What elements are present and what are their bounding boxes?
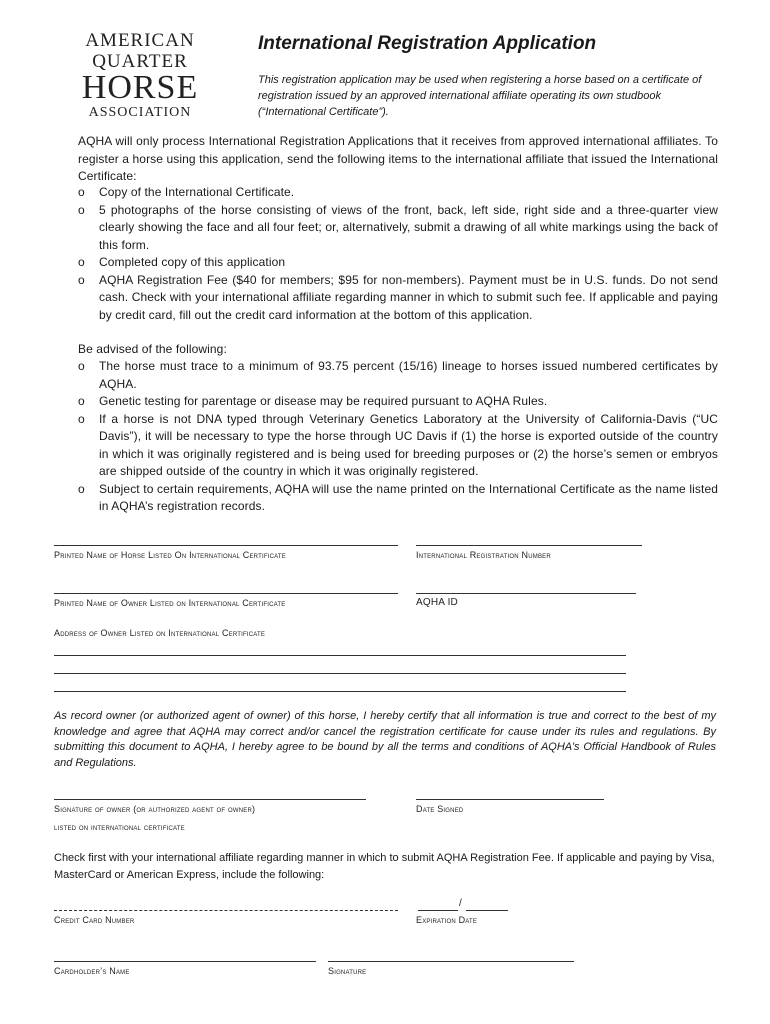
- list-item: o AQHA Registration Fee ($40 for members; $95 for non-members). Payment must be in U.S. funds. Do not send cash. Check with your international affiliate regarding manner in which to submit such fee. If applicable and paying by credit card, fill out the credit card information at the bottom of this application.: [78, 272, 718, 325]
- cardholder-name-field[interactable]: [54, 961, 316, 962]
- aqha-id-label: AQHA ID: [416, 597, 458, 608]
- form-subtitle: This registration application may be used when registering a horse based on a certificate of registration issued by an approved international affiliate operating its own studbook (“International Certificate”).: [258, 74, 702, 118]
- horse-name-label: Printed Name of Horse Listed On International Certificate: [54, 550, 286, 560]
- owner-name-label: Printed Name of Owner Listed on International Certificate: [54, 598, 286, 608]
- registration-number-field[interactable]: [416, 545, 642, 546]
- list-item: o Copy of the International Certificate.: [78, 184, 718, 202]
- cardholder-signature-field[interactable]: [328, 961, 574, 962]
- form-title: International Registration Application: [258, 33, 597, 54]
- list-item: o Subject to certain requirements, AQHA will use the name printed on the International Certificate as the name listed in AQHA’s registration records.: [78, 481, 718, 516]
- fee-note: Check first with your international affiliate regarding manner in which to submit AQHA Registration Fee. If applicable and paying by Visa, MasterCard or American Express, include the following:: [54, 852, 715, 881]
- expiration-date-label: Expiration Date: [416, 915, 478, 925]
- owner-address-field-2[interactable]: [54, 673, 626, 674]
- owner-name-field[interactable]: [54, 593, 398, 594]
- list-item: o The horse must trace to a minimum of 93.75 percent (15/16) lineage to horses issued numbered certificates by AQHA.: [78, 358, 718, 393]
- logo-line-4: ASSOCIATION: [88, 105, 192, 120]
- aqha-id-field[interactable]: [416, 593, 636, 594]
- owner-address-label: Address of Owner Listed on International Certificate: [54, 628, 266, 638]
- credit-card-number-field[interactable]: [54, 910, 398, 911]
- date-signed-label: Date Signed: [416, 804, 464, 814]
- cardholder-signature-label: Signature: [328, 966, 367, 976]
- owner-signature-label-2: listed on international certificate: [54, 822, 185, 832]
- owner-signature-label: Signature of owner (or authorized agent of owner): [54, 804, 256, 814]
- logo-line-1: AMERICAN: [85, 30, 195, 51]
- list-item: o If a horse is not DNA typed through Veterinary Genetics Laboratory at the University of California-Davis (“UC Davis”), it will be necessary to type the horse through UC Davis if (1) the horse is exported outside of the country in which it was originally registered and is being used for breeding purposes or (2) the horse’s semen or embryos are shipped outside of the country in which it was originally registered.: [78, 411, 718, 481]
- aqha-logo: [80, 30, 200, 122]
- horse-name-field[interactable]: [54, 545, 398, 546]
- expiration-year-field[interactable]: [466, 910, 508, 911]
- advised-heading: Be advised of the following:: [78, 342, 227, 356]
- date-signed-field[interactable]: [416, 799, 604, 800]
- owner-signature-field[interactable]: [54, 799, 366, 800]
- list-item: o 5 photographs of the horse consisting of views of the front, back, left side, right side and a three-quarter view clearly showing the face and all four feet; or, alternatively, submit a drawing of all white markings using the back of this form.: [78, 202, 718, 255]
- expiration-month-field[interactable]: [418, 910, 458, 911]
- required-items-list: [78, 184, 718, 324]
- owner-address-field-3[interactable]: [54, 691, 626, 692]
- list-item: o Completed copy of this application: [78, 254, 718, 272]
- logo-line-2: QUARTER: [92, 51, 188, 72]
- intro-paragraph: AQHA will only process International Registration Applications that it receives from approved international affiliates. To register a horse using this application, send the following items to the international affiliate that issued the International Certificate:: [78, 134, 718, 183]
- registration-number-label: International Registration Number: [416, 550, 551, 560]
- certification-statement: As record owner (or authorized agent of owner) of this horse, I hereby certify that all information is true and correct to the best of my knowledge and agree that AQHA may correct and/or cancel the registration certificate for cause under its rules and regulations. By submitting this document to AQHA, I hereby agree to be bound by all the terms and conditions of AQHA’s Official Handbook of Rules and Regulations.: [54, 710, 716, 769]
- list-item: o Genetic testing for parentage or disease may be required pursuant to AQHA Rules.: [78, 393, 718, 411]
- credit-card-number-label: Credit Card Number: [54, 915, 135, 925]
- advised-list: [78, 358, 718, 516]
- logo-line-3: HORSE: [81, 69, 199, 106]
- owner-address-field-1[interactable]: [54, 655, 626, 656]
- expiration-separator: /: [459, 898, 462, 909]
- cardholder-name-label: Cardholder’s Name: [54, 966, 130, 976]
